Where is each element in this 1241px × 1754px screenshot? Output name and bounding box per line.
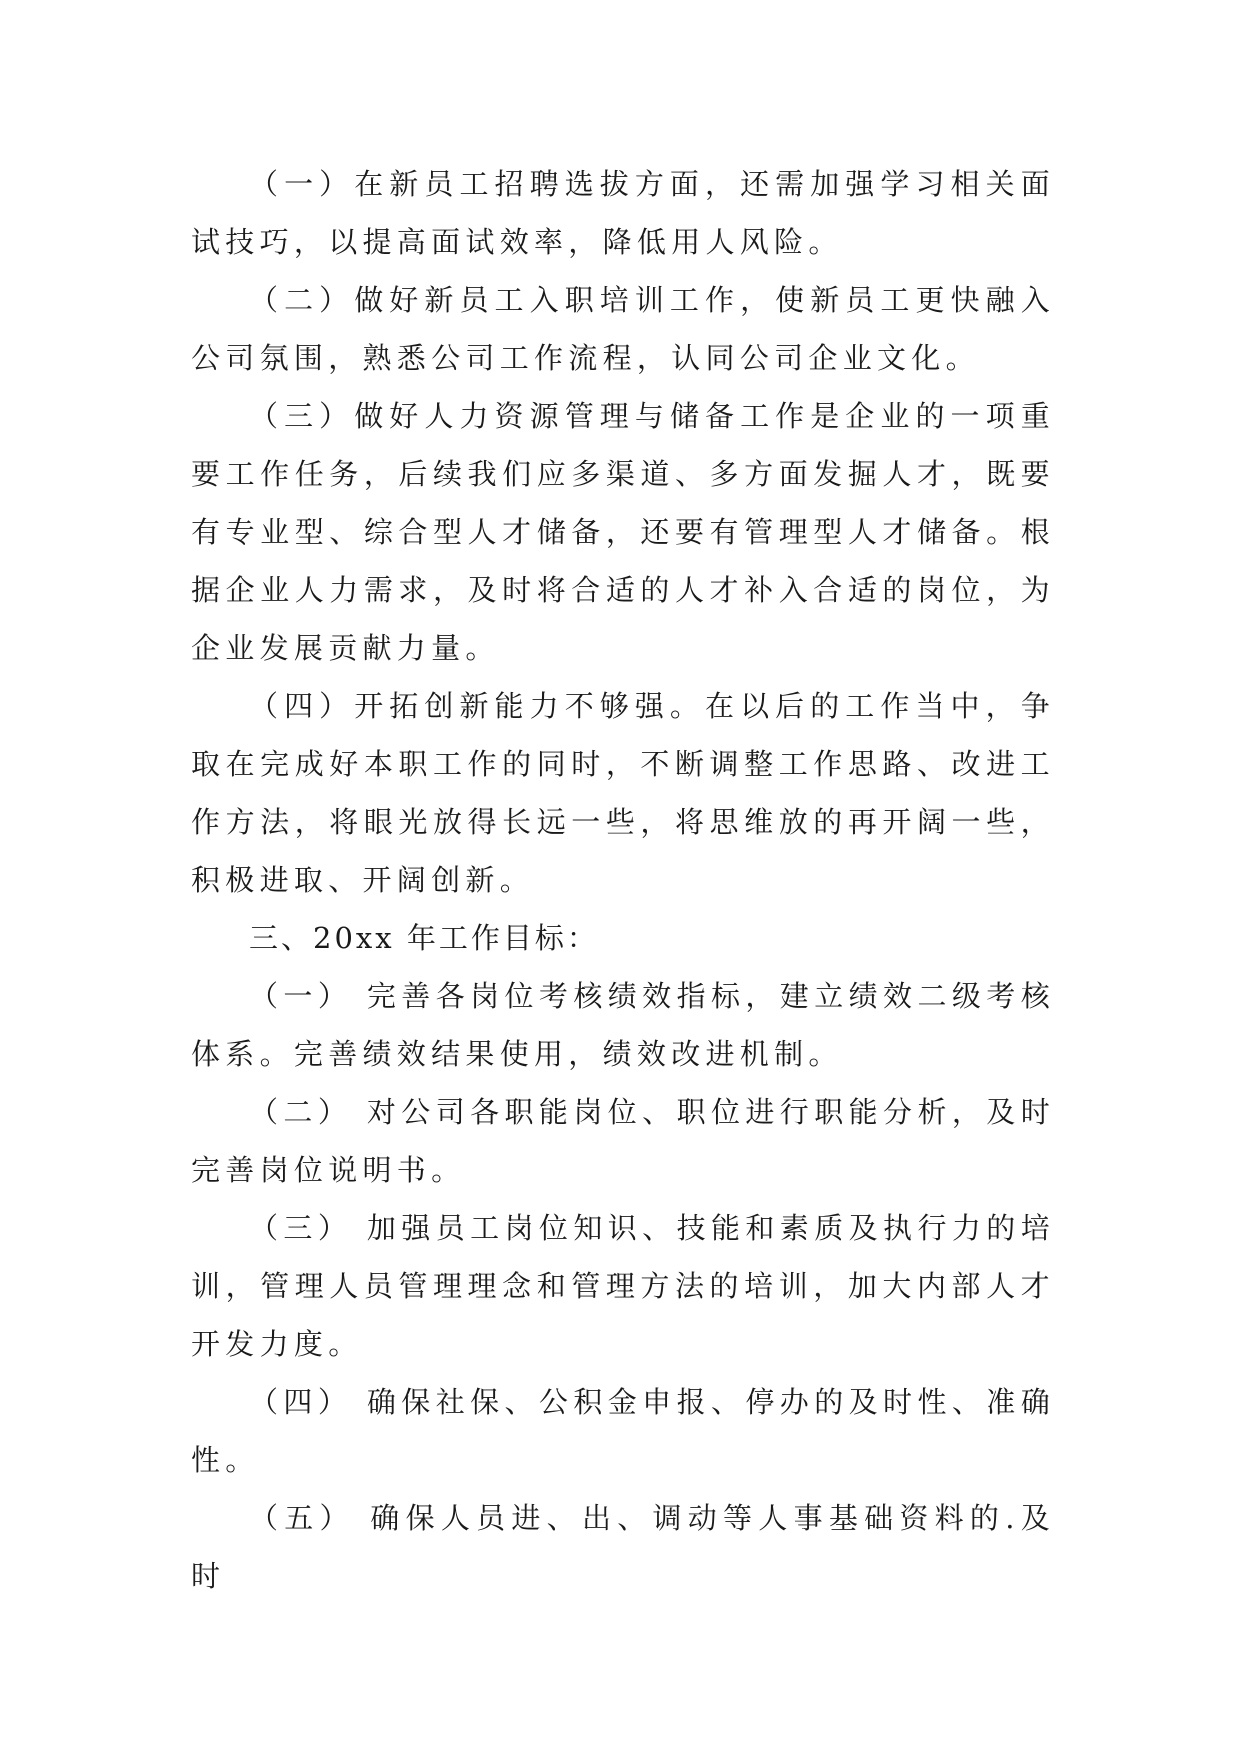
paragraph-hr-reserve: （三）做好人力资源管理与储备工作是企业的一项重要工作任务，后续我们应多渠道、多方面发掘人才，既要有专业型、综合型人才储备，还要有管理型人才储备。根据企业人力需求，及时将合适的人才补入合适的岗位，为企业发展贡献力量。 xyxy=(191,399,1055,665)
document-body xyxy=(191,155,1055,1605)
paragraph-goal-training: （三） 加强员工岗位知识、技能和素质及执行力的培训，管理人员管理理念和管理方法的培训，加大内部人才开发力度。 xyxy=(191,1211,1055,1361)
paragraph-goal-social-security: （四） 确保社保、公积金申报、停办的及时性、准确性。 xyxy=(191,1385,1055,1477)
paragraph-goal-personnel-records: （五） 确保人员进、出、调动等人事基础资料的.及时 xyxy=(191,1501,1055,1593)
paragraph-recruitment: （一）在新员工招聘选拔方面，还需加强学习相关面试技巧，以提高面试效率，降低用人风险。 xyxy=(191,167,1055,259)
section-heading-goals: 三、20xx 年工作目标： xyxy=(249,921,599,955)
paragraph-innovation: （四）开拓创新能力不够强。在以后的工作当中，争取在完成好本职工作的同时，不断调整工作思路、改进工作方法，将眼光放得长远一些，将思维放的再开阔一些，积极进取、开阔创新。 xyxy=(191,689,1055,897)
paragraph-goal-performance: （一） 完善各岗位考核绩效指标，建立绩效二级考核体系。完善绩效结果使用，绩效改进机制。 xyxy=(191,979,1055,1071)
paragraph-goal-job-analysis: （二） 对公司各职能岗位、职位进行职能分析，及时完善岗位说明书。 xyxy=(191,1095,1055,1187)
paragraph-onboarding: （二）做好新员工入职培训工作，使新员工更快融入公司氛围，熟悉公司工作流程，认同公司企业文化。 xyxy=(191,283,1055,375)
